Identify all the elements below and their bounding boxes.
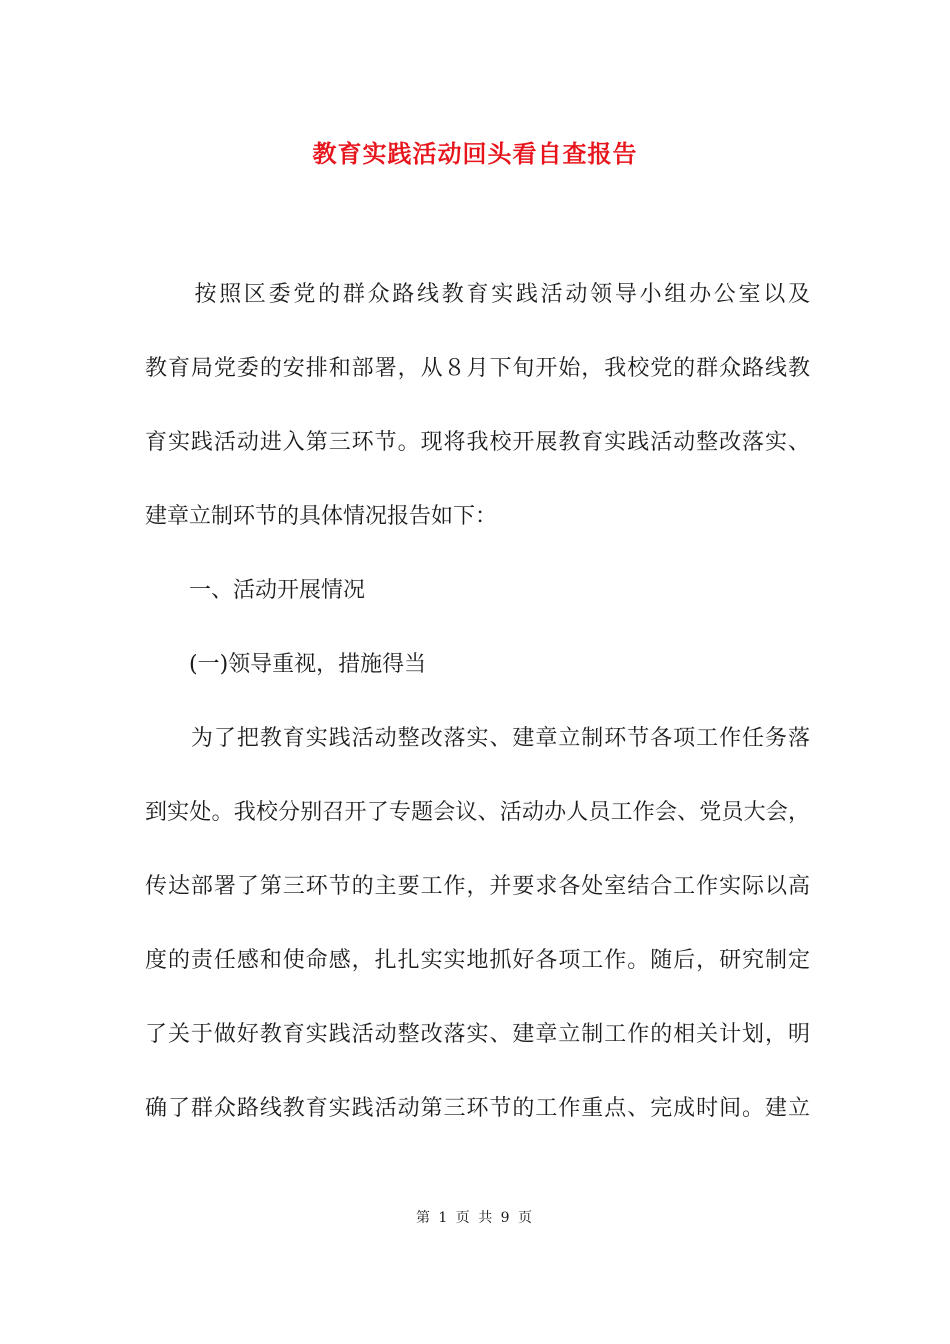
paragraph-line: 建章立制环节的具体情况报告如下：: [145, 504, 498, 529]
paragraph-line: 确了群众路线教育实践活动第三环节的工作重点、完成时间。建立: [145, 1096, 810, 1121]
subsection-heading: (一)领导重视，措施得当: [145, 652, 427, 677]
paragraph-line: 度的责任感和使命感，扎扎实实地抓好各项工作。随后，研究制定: [145, 948, 810, 973]
paragraph-line: 传达部署了第三环节的主要工作，并要求各处室结合工作实际以高: [145, 874, 810, 899]
paragraph-line: 教育局党委的安排和部署，从８月下旬开始，我校党的群众路线教: [145, 356, 810, 381]
section-heading: 一、活动开展情况: [145, 578, 366, 603]
paragraph-line: 到实处。我校分别召开了专题会议、活动办人员工作会、党员大会，: [145, 800, 810, 825]
page-footer: 第 1 页 共 9 页: [415, 1210, 535, 1226]
document-title: 教育实践活动回头看自查报告: [312, 139, 638, 168]
paragraph-line: 为了把教育实践活动整改落实、建章立制环节各项工作任务落: [145, 726, 810, 751]
paragraph-line: 按照区委党的群众路线教育实践活动领导小组办公室以及: [145, 282, 810, 307]
paragraph-line: 了关于做好教育实践活动整改落实、建章立制工作的相关计划，明: [145, 1022, 810, 1047]
paragraph-line: 育实践活动进入第三环节。现将我校开展教育实践活动整改落实、: [145, 430, 810, 455]
